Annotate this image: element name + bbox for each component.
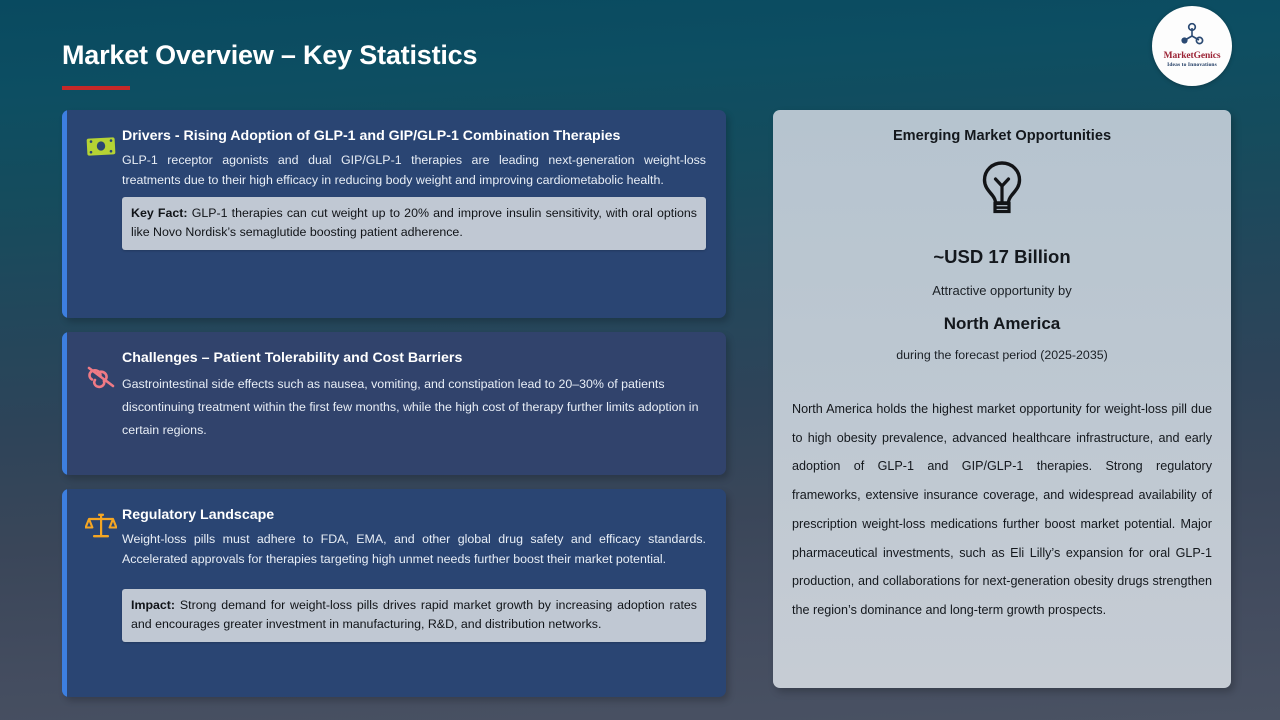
card-title: Drivers - Rising Adoption of GLP-1 and GIP/GLP-1 Combination Therapies [122, 128, 621, 144]
balance-scales-icon [84, 509, 118, 543]
panel-title: Emerging Market Opportunities [892, 128, 1112, 144]
card-accent-bar [62, 110, 67, 318]
card-title: Regulatory Landscape [122, 507, 275, 523]
molecule-node-icon [1179, 22, 1205, 51]
opportunity-region: North America [943, 314, 1061, 333]
callout-text: Strong demand for weight-loss pills drives rapid market growth by increasing adoption rates and encourages greater investment in manufacturing, R&D, and distribution networks. [131, 597, 697, 631]
opportunity-value: ~USD 17 Billion [933, 246, 1071, 267]
card-body: Gastrointestinal side effects such as nausea, vomiting, and constipation lead to 20–30% of patients discontinuing treatment within the first few months, while the high cost of therapy further limits adoption in certain regions. [122, 377, 699, 438]
callout-text: GLP-1 therapies can cut weight up to 20% and improve insulin sensitivity, with oral options like Novo Nordisk’s semaglutide boosting patient adherence. [131, 205, 697, 239]
logo-tagline: Ideas to Innovations [1167, 61, 1217, 68]
logo-name: MarketGenics [1163, 51, 1221, 62]
lightbulb-icon [789, 159, 1215, 224]
card-body: Weight-loss pills must adhere to FDA, EMA, and other global drug safety and efficacy standards. Accelerated approvals for therapies targeting high unmet needs further boost their market potential. [122, 532, 706, 566]
insight-cards-column [62, 110, 726, 711]
impact-callout [122, 589, 706, 642]
title-underline-rule [62, 86, 130, 90]
brand-logo[interactable] [1152, 6, 1232, 86]
card-body: GLP-1 receptor agonists and dual GIP/GLP-1 therapies are leading next-generation weight-loss treatments due to their high efficacy in reducing body weight and improving cardiometabolic health. [122, 153, 706, 187]
forecast-period: during the forecast period (2025-2035) [896, 348, 1108, 362]
page-title: Market Overview – Key Statistics [62, 40, 478, 70]
card-drivers[interactable] [62, 110, 726, 318]
broken-link-icon [84, 360, 118, 394]
card-accent-bar [62, 332, 67, 475]
key-fact-callout [122, 197, 706, 250]
panel-paragraph: North America holds the highest market opportunity for weight-loss pill due to high obesity prevalence, advanced healthcare infrastructure, and early adoption of GLP-1 and GIP/GLP-1 therapies. Strong regulatory frameworks, extensive insurance coverage, and widespread availability of prescription weight-loss medications further boost market potential. Major pharmaceutical investments, such as Eli Lilly’s expansion for oral GLP-1 production, and collaborations for next-generation obesity drugs strengthen the region’s dominance and long-term growth prospects. [792, 402, 1212, 617]
card-accent-bar [62, 489, 67, 697]
callout-label: Key Fact: [131, 205, 188, 220]
callout-label: Impact: [131, 597, 176, 612]
emerging-market-opportunities-panel[interactable] [773, 110, 1231, 688]
opportunity-subtitle: Attractive opportunity by [932, 283, 1072, 298]
card-title: Challenges – Patient Tolerability and Cost Barriers [122, 350, 463, 366]
card-challenges[interactable] [62, 332, 726, 475]
card-regulatory-landscape[interactable] [62, 489, 726, 697]
money-banknote-icon [84, 130, 118, 164]
